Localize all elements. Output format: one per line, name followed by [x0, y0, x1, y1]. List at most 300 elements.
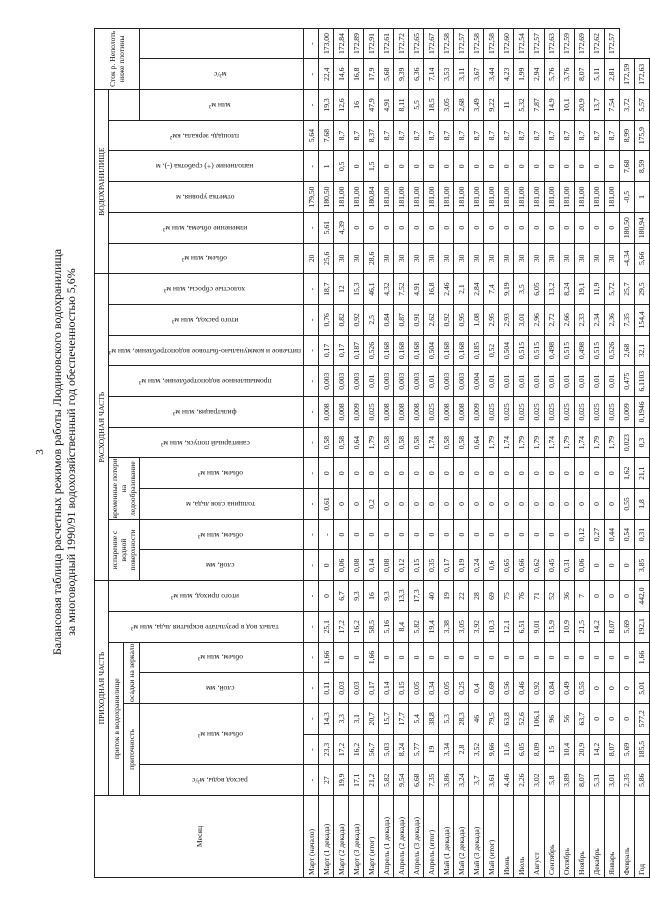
- table-cell: 0,025: [544, 397, 559, 428]
- table-cell: 0: [439, 519, 454, 550]
- table-row: [304, 28, 319, 877]
- header-runoff: Сток р. Неполоть ниже плотины: [95, 28, 140, 89]
- table-cell: 0,003: [394, 366, 409, 397]
- document-title: [50, 42, 78, 862]
- table-cell: 0: [454, 519, 469, 550]
- table-cell: -: [304, 458, 319, 489]
- table-cell: 10,4: [559, 734, 574, 765]
- table-row: [469, 28, 484, 877]
- header-mirror-area: площадь зеркала, км²: [109, 120, 304, 151]
- table-cell: 0,01: [559, 366, 574, 397]
- table-cell: 63,7: [574, 703, 589, 734]
- table-cell: 0,58: [454, 427, 469, 458]
- table-cell: 0,003: [409, 366, 424, 397]
- table-cell: 27: [319, 765, 334, 796]
- table-cell: 8,7: [529, 120, 544, 151]
- table-cell: 3,44: [484, 59, 499, 90]
- table-cell: 9,19: [499, 274, 514, 305]
- table-cell: 46,1: [364, 274, 379, 305]
- row-month: Апрель (2 декада): [394, 796, 409, 878]
- table-cell: 4,91: [379, 90, 394, 121]
- table-cell: 0,168: [439, 335, 454, 366]
- table-cell: 172,91: [364, 28, 379, 59]
- table-cell: 172,54: [514, 28, 529, 59]
- table-cell: 0,515: [514, 335, 529, 366]
- table-row: [319, 28, 334, 877]
- table-cell: 181,00: [454, 182, 469, 213]
- table-cell: 40: [424, 581, 439, 612]
- table-cell: 15: [544, 734, 559, 765]
- table-cell: 0,35: [424, 550, 439, 581]
- table-cell: 192,1: [634, 611, 649, 642]
- header-level-mark: отметка уровня, м: [109, 182, 304, 213]
- table-cell: 11,6: [499, 734, 514, 765]
- table-cell: 0: [529, 519, 544, 550]
- table-cell: 3,01: [514, 304, 529, 335]
- table-cell: 63,8: [499, 703, 514, 734]
- table-cell: 4,91: [409, 274, 424, 305]
- table-cell: 0,91: [409, 304, 424, 335]
- table-cell: 0: [379, 458, 394, 489]
- table-cell: 0: [439, 212, 454, 243]
- table-cell: 0,004: [469, 366, 484, 397]
- table-cell: 30: [349, 243, 364, 274]
- table-cell: 172,65: [409, 28, 424, 59]
- table-cell: 5,86: [634, 765, 649, 796]
- table-cell: 3,92: [469, 611, 484, 642]
- table-cell: 181,00: [559, 182, 574, 213]
- table-cell: 0: [589, 212, 604, 243]
- table-cell: 69: [484, 581, 499, 612]
- table-cell: 185,5: [634, 734, 649, 765]
- table-cell: 0,025: [484, 397, 499, 428]
- table-row: [484, 28, 499, 877]
- table-cell: 25,1: [319, 611, 334, 642]
- table-cell: 0: [424, 642, 439, 673]
- table-cell: -: [304, 335, 319, 366]
- table-cell: 0: [604, 673, 619, 704]
- table-cell: 5,3: [439, 703, 454, 734]
- table-cell: 7,68: [319, 120, 334, 151]
- table-cell: 2,1: [454, 274, 469, 305]
- table-cell: 10,9: [559, 611, 574, 642]
- table-cell: 0,023: [619, 427, 634, 458]
- table-cell: 0: [559, 458, 574, 489]
- table-cell: 0: [424, 458, 439, 489]
- table-cell: 13,7: [589, 90, 604, 121]
- table-cell: 6,05: [529, 274, 544, 305]
- table-cell: 56: [559, 703, 574, 734]
- table-cell: 0,44: [604, 519, 619, 550]
- table-cell: 181,00: [499, 182, 514, 213]
- table-cell: 16,8: [424, 274, 439, 305]
- table-cell: -: [304, 28, 319, 59]
- table-cell: 0,526: [364, 335, 379, 366]
- table-cell: 14,9: [544, 90, 559, 121]
- table-cell: 0,01: [529, 366, 544, 397]
- table-cell: 15,3: [349, 274, 364, 305]
- header-evap-volume: объем, млн м³: [139, 519, 304, 550]
- table-cell: 0,66: [514, 550, 529, 581]
- header-ice-volume: объем, млн м³: [139, 458, 304, 489]
- table-cell: -: [304, 59, 319, 90]
- table-cell: 0,168: [379, 335, 394, 366]
- table-cell: 21,1: [634, 458, 649, 489]
- table-cell: -: [319, 519, 334, 550]
- table-cell: 3,67: [469, 59, 484, 90]
- table-cell: 0: [394, 642, 409, 673]
- row-month: Январь: [604, 796, 619, 878]
- table-cell: 1,66: [364, 642, 379, 673]
- table-cell: 0,4: [469, 673, 484, 704]
- table-cell: 0,025: [424, 397, 439, 428]
- table-cell: 22,4: [319, 59, 334, 90]
- table-cell: 0: [394, 519, 409, 550]
- table-cell: 179,50: [304, 182, 319, 213]
- table-cell: 0,009: [349, 397, 364, 428]
- table-cell: 0: [559, 519, 574, 550]
- table-cell: 8,07: [604, 611, 619, 642]
- table-cell: 181,00: [514, 182, 529, 213]
- table-cell: 1,79: [604, 427, 619, 458]
- table-cell: 16,8: [349, 59, 364, 90]
- table-cell: 4,32: [379, 274, 394, 305]
- table-cell: 0: [499, 212, 514, 243]
- table-cell: 3,05: [454, 611, 469, 642]
- table-cell: -: [304, 212, 319, 243]
- table-cell: 5,82: [379, 765, 394, 796]
- table-cell: 0,06: [574, 550, 589, 581]
- table-cell: 0,87: [394, 304, 409, 335]
- table-cell: -: [304, 397, 319, 428]
- table-cell: 0,08: [349, 550, 364, 581]
- table-cell: 181,00: [604, 182, 619, 213]
- table-cell: 0: [439, 642, 454, 673]
- table-cell: 20,9: [574, 734, 589, 765]
- table-cell: 0: [574, 458, 589, 489]
- table-cell: 0: [544, 151, 559, 182]
- table-cell: 172,62: [589, 28, 604, 59]
- table-cell: 0,515: [529, 335, 544, 366]
- table-cell: 0,03: [349, 673, 364, 704]
- table-cell: 0: [604, 212, 619, 243]
- table-cell: 181,00: [529, 182, 544, 213]
- table-cell: 0,3: [634, 427, 649, 458]
- table-cell: 181,00: [589, 182, 604, 213]
- table-cell: 5,69: [619, 734, 634, 765]
- table-cell: 9,66: [484, 734, 499, 765]
- table-row: [499, 28, 514, 877]
- table-cell: 0: [484, 212, 499, 243]
- table-cell: 0: [409, 642, 424, 673]
- table-cell: 175,9: [634, 120, 649, 151]
- row-month: Май (2 декада): [454, 796, 469, 878]
- table-cell: 0: [514, 151, 529, 182]
- table-cell: 79,5: [484, 703, 499, 734]
- table-cell: 172,69: [574, 28, 589, 59]
- table-cell: 8,99: [619, 120, 634, 151]
- table-cell: 0: [589, 151, 604, 182]
- table-cell: 181,00: [424, 182, 439, 213]
- table-cell: 3,61: [484, 765, 499, 796]
- table-cell: 1,8: [634, 489, 649, 520]
- table-cell: 0,5: [334, 151, 349, 182]
- table-cell: 2,66: [559, 304, 574, 335]
- table-cell: 5,77: [409, 734, 424, 765]
- table-cell: 8,11: [394, 90, 409, 121]
- header-filtration: фильтрация, млн м³: [109, 397, 304, 428]
- table-cell: 172,58: [469, 28, 484, 59]
- table-row: [574, 28, 589, 877]
- table-cell: -: [304, 611, 319, 642]
- table-cell: 2,62: [424, 304, 439, 335]
- table-cell: 19,3: [319, 90, 334, 121]
- table-cell: 0: [589, 581, 604, 612]
- table-cell: 0,025: [559, 397, 574, 428]
- table-cell: 0,2: [364, 489, 379, 520]
- table-row: [514, 28, 529, 877]
- table-cell: 0: [514, 212, 529, 243]
- table-cell: 0: [319, 458, 334, 489]
- table-cell: 3,86: [439, 765, 454, 796]
- table-cell: 2,26: [514, 765, 529, 796]
- table-cell: 5,72: [604, 274, 619, 305]
- table-cell: 0: [589, 489, 604, 520]
- table-cell: 0: [439, 151, 454, 182]
- table-cell: 3,7: [469, 765, 484, 796]
- table-cell: 0: [529, 151, 544, 182]
- row-month: Июнь: [499, 796, 514, 878]
- table-cell: 0: [529, 212, 544, 243]
- table-cell: 8,09: [529, 734, 544, 765]
- table-cell: 0,003: [334, 366, 349, 397]
- table-cell: 3,76: [559, 59, 574, 90]
- table-cell: 0,185: [469, 335, 484, 366]
- table-cell: 0: [469, 489, 484, 520]
- table-cell: 0: [619, 550, 634, 581]
- table-row: [634, 28, 649, 877]
- page-number: 3: [34, 449, 46, 455]
- table-cell: 0,61: [319, 489, 334, 520]
- table-cell: 0,008: [439, 397, 454, 428]
- table-cell: 0: [454, 151, 469, 182]
- table-cell: 5,01: [634, 673, 649, 704]
- table-cell: 0: [499, 458, 514, 489]
- table-cell: 3,38: [439, 611, 454, 642]
- header-evaporation: испарение с водной поверхности: [109, 519, 140, 580]
- table-cell: 15,7: [379, 703, 394, 734]
- row-month: Март (начало): [304, 796, 319, 878]
- table-cell: 0: [334, 458, 349, 489]
- header-expense: РАСХОДНАЯ ЧАСТЬ: [95, 274, 109, 581]
- row-month: Год: [634, 796, 649, 878]
- table-cell: 56,7: [364, 734, 379, 765]
- table-cell: 5,16: [379, 611, 394, 642]
- table-cell: 106,1: [529, 703, 544, 734]
- table-cell: 0,008: [409, 397, 424, 428]
- table-cell: 0: [454, 212, 469, 243]
- table-cell: 0,003: [319, 366, 334, 397]
- table-cell: 0,003: [454, 366, 469, 397]
- table-cell: 18,7: [319, 274, 334, 305]
- table-cell: 5,76: [544, 59, 559, 90]
- table-cell: 0: [379, 212, 394, 243]
- table-cell: 0,11: [319, 673, 334, 704]
- table-cell: 25,7: [619, 274, 634, 305]
- table-cell: 0,34: [424, 673, 439, 704]
- table-cell: 0: [409, 489, 424, 520]
- table-cell: 0: [424, 489, 439, 520]
- table-cell: 0: [469, 458, 484, 489]
- table-cell: 0: [604, 703, 619, 734]
- table-cell: 7,87: [529, 90, 544, 121]
- table-cell: 5,8: [544, 765, 559, 796]
- table-cell: 0,55: [619, 489, 634, 520]
- table-cell: 8,7: [349, 120, 364, 151]
- table-cell: 29,5: [634, 274, 649, 305]
- table-cell: 0: [349, 458, 364, 489]
- table-cell: 75: [499, 581, 514, 612]
- table-cell: 4,23: [499, 59, 514, 90]
- table-cell: 0: [544, 458, 559, 489]
- table-cell: 20,7: [364, 703, 379, 734]
- table-cell: 3,49: [469, 90, 484, 121]
- table-cell: 0: [619, 642, 634, 673]
- header-temp-loss: временные потери на ледообразование: [110, 458, 138, 519]
- table-cell: 19: [424, 734, 439, 765]
- header-runoff-mln: млн м³: [139, 90, 304, 121]
- table-cell: 0: [334, 519, 349, 550]
- table-cell: 0: [424, 519, 439, 550]
- row-month: Июль: [514, 796, 529, 878]
- table-cell: 8,7: [379, 120, 394, 151]
- table-cell: 0: [379, 519, 394, 550]
- table-cell: 30: [439, 243, 454, 274]
- table-cell: 0: [469, 151, 484, 182]
- table-cell: -: [304, 151, 319, 182]
- table-cell: -: [304, 427, 319, 458]
- table-cell: 3,85: [634, 550, 649, 581]
- table-cell: 172,72: [394, 28, 409, 59]
- table-cell: -: [304, 765, 319, 796]
- table-cell: 32,1: [634, 335, 649, 366]
- table-cell: 17,1: [349, 765, 364, 796]
- table-cell: 17,2: [334, 734, 349, 765]
- table-cell: 0: [619, 703, 634, 734]
- table-cell: 0: [454, 458, 469, 489]
- table-cell: 3,52: [469, 734, 484, 765]
- table-cell: 0: [454, 489, 469, 520]
- table-cell: 0,515: [559, 335, 574, 366]
- table-cell: 0: [409, 212, 424, 243]
- table-cell: 20: [304, 243, 319, 274]
- table-cell: 1,74: [424, 427, 439, 458]
- table-cell: -: [304, 550, 319, 581]
- table-cell: 0,008: [334, 397, 349, 428]
- table-cell: 0: [409, 151, 424, 182]
- table-cell: 19: [439, 581, 454, 612]
- table-cell: 11,9: [589, 274, 604, 305]
- table-cell: 172,57: [529, 28, 544, 59]
- table-cell: 16: [364, 581, 379, 612]
- row-month: Март (2 декада): [334, 796, 349, 878]
- table-cell: 6,7: [334, 581, 349, 612]
- table-cell: 0,01: [544, 366, 559, 397]
- table-cell: 1,5: [364, 151, 379, 182]
- row-month: Февраль: [619, 796, 634, 878]
- title-line-2: за многоводный 1990/91 водохозяйственный год обеспеченностью 5,6%: [64, 268, 78, 636]
- table-cell: 3,5: [514, 274, 529, 305]
- table-cell: 180,50: [319, 182, 334, 213]
- table-cell: 17,7: [394, 703, 409, 734]
- table-cell: 6,05: [514, 734, 529, 765]
- header-reservoir: ВОДОХРАНИЛИЩЕ: [95, 90, 109, 274]
- table-cell: 21,5: [574, 611, 589, 642]
- table-cell: 0,009: [469, 397, 484, 428]
- table-cell: 0,498: [574, 335, 589, 366]
- table-cell: 181,00: [484, 182, 499, 213]
- table-cell: 181,00: [439, 182, 454, 213]
- table-cell: 8,7: [394, 120, 409, 151]
- table-cell: 14,2: [589, 611, 604, 642]
- table-cell: 0,003: [439, 366, 454, 397]
- table-cell: 20,9: [574, 90, 589, 121]
- table-cell: 0: [469, 212, 484, 243]
- table-cell: 181,00: [379, 182, 394, 213]
- table-cell: 12,1: [499, 611, 514, 642]
- table-cell: 5,69: [619, 611, 634, 642]
- table-cell: 0: [484, 151, 499, 182]
- table-cell: 30: [574, 243, 589, 274]
- table-cell: 30: [529, 243, 544, 274]
- table-cell: 0,03: [334, 673, 349, 704]
- table-cell: 3,89: [559, 765, 574, 796]
- header-layer-mm: слой, мм: [139, 673, 304, 704]
- table-cell: 0,65: [499, 550, 514, 581]
- table-cell: 16,2: [349, 734, 364, 765]
- header-ice-water: талых вод в результате вскрытия льда, млн м³: [109, 611, 304, 642]
- header-total-expense: итого расход, млн м³: [109, 304, 304, 335]
- table-cell: 0,009: [619, 397, 634, 428]
- table-cell: 0,01: [364, 366, 379, 397]
- table-cell: 12,6: [334, 90, 349, 121]
- table-cell: 0,31: [559, 550, 574, 581]
- table-cell: 0,92: [529, 673, 544, 704]
- table-cell: 0,54: [619, 519, 634, 550]
- table-cell: 0,62: [529, 550, 544, 581]
- table-cell: 2,34: [589, 304, 604, 335]
- table-cell: 8,24: [394, 734, 409, 765]
- table-cell: 0,06: [334, 550, 349, 581]
- row-month: Март (итог): [364, 796, 379, 878]
- table-cell: 36: [559, 581, 574, 612]
- table-cell: 30: [409, 243, 424, 274]
- header-sanitary: санитарный попуск, млн м³: [109, 427, 304, 458]
- table-cell: 0,01: [484, 366, 499, 397]
- row-month: Декабрь: [589, 796, 604, 878]
- row-month: Май (1 декада): [439, 796, 454, 878]
- table-cell: 71: [529, 581, 544, 612]
- table-cell: 3,01: [604, 765, 619, 796]
- header-idle-discharge: холостые сбросы, млн м³: [109, 274, 304, 305]
- table-cell: 17,9: [364, 59, 379, 90]
- table-cell: 0,504: [499, 335, 514, 366]
- table-cell: 0: [364, 458, 379, 489]
- table-cell: 0: [379, 151, 394, 182]
- table-cell: 0,19: [454, 550, 469, 581]
- table-cell: 1,62: [619, 458, 634, 489]
- header-runoff-ms: м³/с: [139, 59, 304, 90]
